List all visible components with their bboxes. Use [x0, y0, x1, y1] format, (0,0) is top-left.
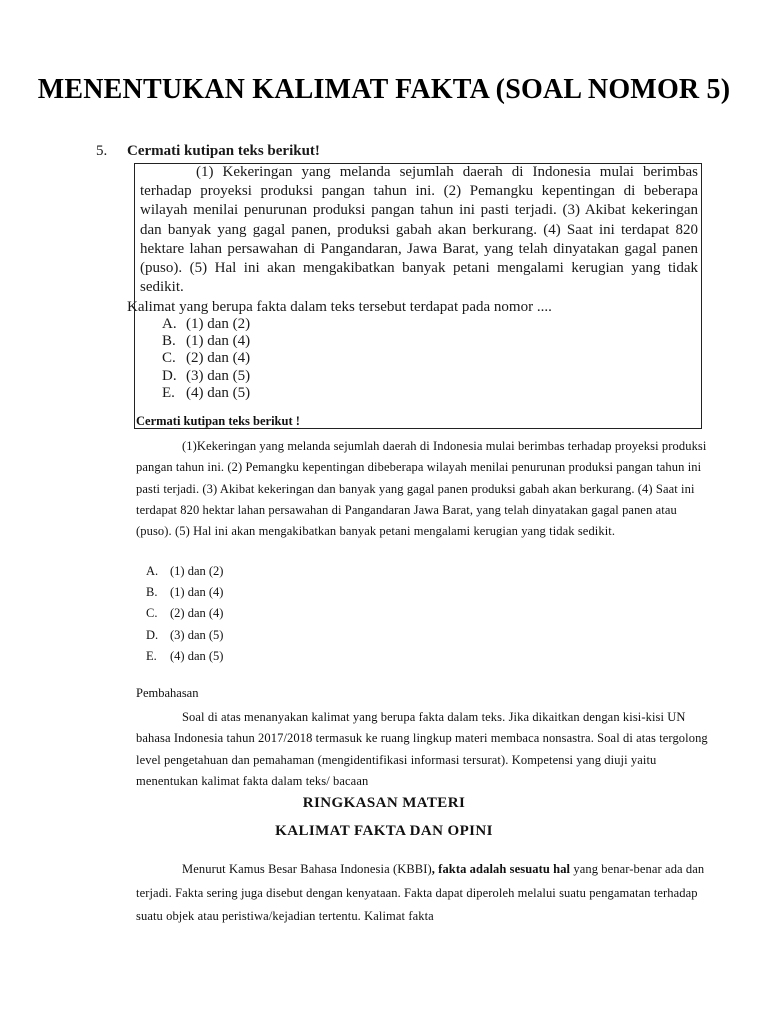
- question-text: Kalimat yang berupa fakta dalam teks tersebut terdapat pada nomor ....: [127, 299, 552, 315]
- pembahasan-heading: Pembahasan: [136, 686, 199, 700]
- scanned-options: [162, 316, 250, 402]
- typed-option-d: D. (3) dan (5): [146, 627, 224, 642]
- typed-heading: Cermati kutipan teks berikut !: [136, 414, 300, 428]
- typed-option-a: A. (1) dan (2): [146, 564, 224, 578]
- option-c: C. (2) dan (4): [162, 350, 251, 367]
- option-e: E. (4) dan (5): [162, 384, 251, 401]
- option-a: A. (1) dan (2): [162, 316, 251, 332]
- typed-option-c: C. (2) dan (4): [146, 606, 224, 621]
- question-number: 5.: [96, 143, 108, 159]
- option-d: D. (3) dan (5): [162, 367, 251, 384]
- typed-option-e: E. (4) dan (5): [146, 648, 224, 663]
- pembahasan-text: Soal di atas menanyakan kalimat yang berupa fakta dalam teks. Jika dikaitkan dengan kisi-kisi UN bahasa Indonesia tahun 2017/2018 termasuk ke ruang lingkup materi membaca nonsastra. Soal di atas tergolong level pengetahuan dan pemahaman (mengidentifikasi informasi tersurat). Kompetensi yang diuji yaitu menentukan kalimat fakta dalam teks/ bacaan: [136, 710, 708, 788]
- section-title-kalimat: KALIMAT FAKTA DAN OPINI: [275, 823, 493, 839]
- typed-options: [146, 561, 223, 667]
- question-heading: Cermati kutipan teks berikut!: [127, 143, 320, 159]
- scanned-passage: (1) Kekeringan yang melanda sejumlah daerah di Indonesia mulai berimbas terhadap proyeksi produksi pangan tahun ini. (2) Pemangku kepentingan di beberapa wilayah menilai penurunan produksi pangan tahun ini pasti terjadi. (3) Akibat kekeringan dan banyak yang gagal panen, produksi gabah akan berkurang. (4) Saat ini terdapat 820 hektare lahan persawahan di Pangandaran, Jawa Barat, yang telah dinyatakan gagal panen (puso). (5) Hal ini akan mengakibatkan banyak petani mengalami kerugian yang tidak sedikit.: [140, 164, 698, 296]
- option-b: B. (1) dan (4): [162, 333, 251, 350]
- section-title-ringkasan: RINGKASAN MATERI: [302, 795, 466, 811]
- kbbi-paragraph: [136, 858, 708, 929]
- kbbi-rest: yang benar-benar ada dan terjadi. Fakta sering juga disebut dengan kenyataan. Fakta dapat diperoleh melalui suatu pengamatan terhadap suatu objek atau peristiwa/kejadian tertentu. Kalimat fakta: [136, 862, 705, 923]
- kbbi-definition: , fakta adalah sesuatu hal: [431, 862, 571, 876]
- typed-option-b: B. (1) dan (4): [146, 585, 224, 600]
- page-title: MENENTUKAN KALIMAT FAKTA (SOAL NOMOR 5): [37, 74, 731, 105]
- kbbi-intro: Menurut Kamus Besar Bahasa Indonesia (KBBI): [182, 862, 432, 876]
- typed-passage: (1)Kekeringan yang melanda sejumlah daerah di Indonesia mulai berimbas terhadap proyeksi produksi pangan tahun ini. (2) Pemangku kepentingan dibeberapa wilayah menilai penurunan produksi pangan tahun ini pasti terjadi. (3) Akibat kekeringan dan banyak yang gagal panen produksi gabah akan berkurang. (4) Saat ini terdapat 820 hektar lahan persawahan di Pangandaran Jawa Barat, yang telah dinyatakan gagal panen atau (puso). (5) Hal ini akan mengakibatkan banyak petani mengalami kerugian yang tidak sedikit.: [136, 439, 707, 539]
